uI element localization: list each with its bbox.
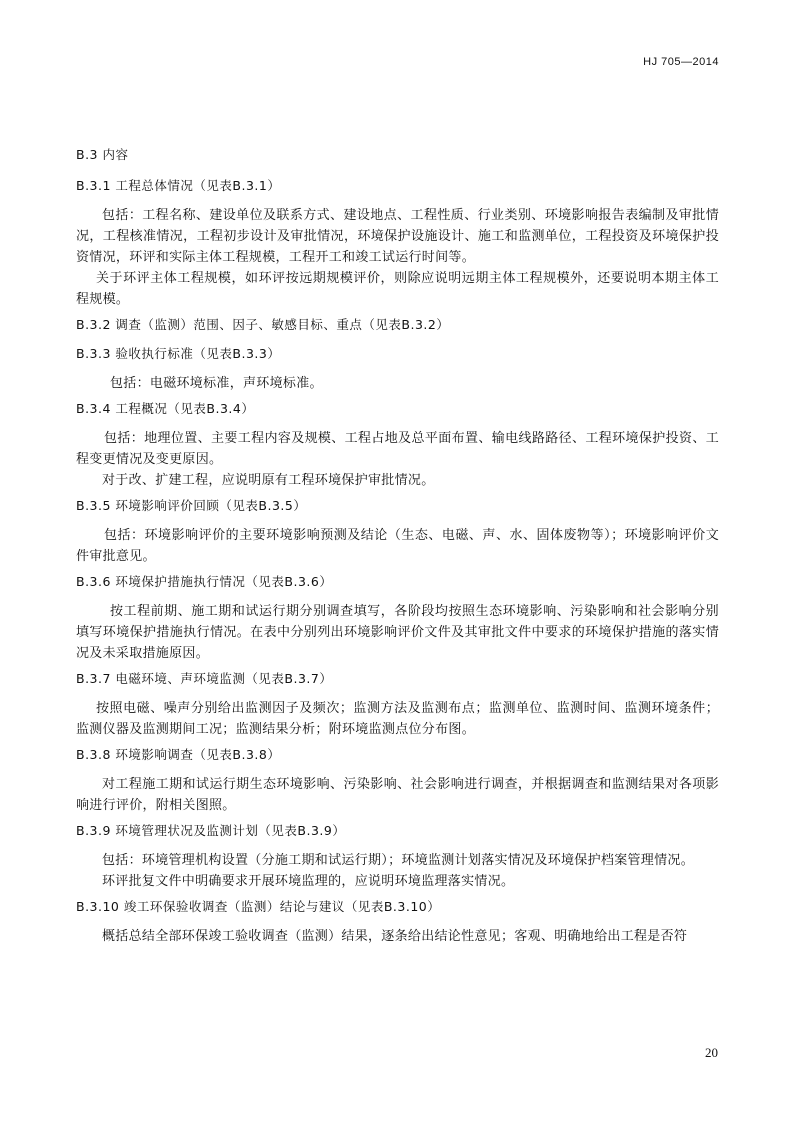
paragraph: 包括：电磁环境标准，声环境标准。 [110, 376, 323, 391]
section-heading: B.3.9 环境管理状况及监测计划（见表B.3.9） [76, 823, 346, 838]
paragraph: 环评批复文件中明确要求开展环境监理的，应说明环境监理落实情况。 [102, 874, 515, 889]
section-b-3-10 [76, 897, 719, 947]
section-heading: B.3.8 环境影响调查（见表B.3.8） [76, 747, 281, 762]
section-title: B.3 内容 [76, 147, 129, 162]
section-heading: B.3.2 调查（监测）范围、因子、敏感目标、重点（见表B.3.2） [76, 317, 450, 332]
paragraph: 关于环评主体工程规模，如环评按远期规模评价，则除应说明远期主体工程规模外，还要说明本期主体工程规模。 [76, 271, 719, 307]
section-b-3-9 [76, 821, 719, 892]
section-b-3-3 [76, 344, 719, 394]
section-b-3-8 [76, 745, 719, 816]
paragraph: 包括：环境管理机构设置（分施工期和试运行期）；环境监测计划落实情况及环境保护档案管理情况。 [102, 853, 695, 868]
page-number: 20 [705, 1045, 718, 1060]
section-b-3-6 [76, 572, 719, 664]
section-heading: B.3.10 竣工环保验收调查（监测）结论与建议（见表B.3.10） [76, 899, 441, 914]
section-heading: B.3.7 电磁环境、声环境监测（见表B.3.7） [76, 671, 333, 686]
section-heading: B.3.5 环境影响评价回顾（见表B.3.5） [76, 498, 307, 513]
paragraph: 包括：地理位置、主要工程内容及规模、工程占地及总平面布置、输电线路路径、工程环境保护投资、工程变更情况及变更原因。 [76, 431, 719, 467]
standard-code: HJ 705—2014 [643, 56, 719, 68]
section-heading: B.3.6 环境保护措施执行情况（见表B.3.6） [76, 574, 333, 589]
section-b-3-1 [76, 176, 719, 310]
paragraph: 包括：工程名称、建设单位及联系方式、建设地点、工程性质、行业类别、环境影响报告表编制及审批情况，工程核准情况，工程初步设计及审批情况，环境保护设施设计、施工和监测单位，工程投资及环境保护投资情况，环评和实际主体工程规模，工程开工和竣工试运行时间等。 [76, 208, 719, 265]
paragraph: 对工程施工期和试运行期生态环境影响、污染影响、社会影响进行调查，并根据调查和监测结果对各项影响进行评价，附相关图照。 [76, 777, 719, 813]
paragraph: 概括总结全部环保竣工验收调查（监测）结果，逐条给出结论性意见；客观、明确地给出工程是否符 [102, 929, 688, 944]
section-b-3-2 [76, 315, 719, 335]
paragraph: 包括：环境影响评价的主要环境影响预测及结论（生态、电磁、声、水、固体废物等）；环境影响评价文件审批意见。 [76, 528, 719, 564]
section-b-3-7 [76, 669, 719, 740]
section-b-3-4 [76, 399, 719, 491]
paragraph: 按工程前期、施工期和试运行期分别调查填写，各阶段均按照生态环境影响、污染影响和社会影响分别填写环境保护措施执行情况。在表中分别列出环境影响评价文件及其审批文件中要求的环境保护措施的落实情况及未采取措施原因。 [76, 604, 719, 661]
document-body [76, 145, 719, 952]
section-heading: B.3.1 工程总体情况（见表B.3.1） [76, 178, 281, 193]
section-b-3-5 [76, 496, 719, 567]
paragraph: 按照电磁、噪声分别给出监测因子及频次；监测方法及监测布点；监测单位、监测时间、监测环境条件；监测仪器及监测期间工况；监测结果分析；附环境监测点位分布图。 [76, 701, 719, 737]
section-heading: B.3.3 验收执行标准（见表B.3.3） [76, 346, 281, 361]
paragraph: 对于改、扩建工程，应说明原有工程环境保护审批情况。 [102, 473, 435, 488]
section-heading: B.3.4 工程概况（见表B.3.4） [76, 401, 255, 416]
